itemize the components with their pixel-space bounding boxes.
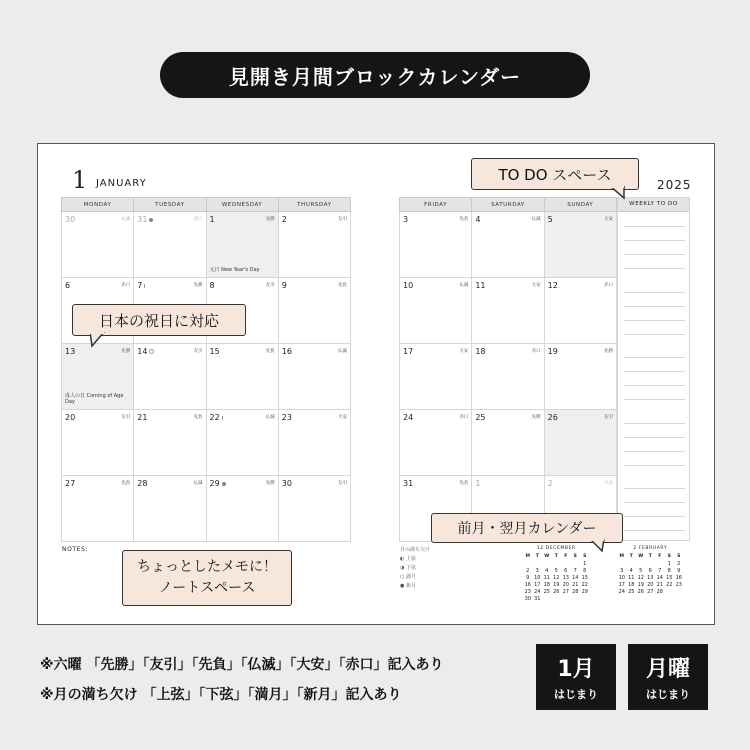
mini-day: 1 [583, 560, 587, 567]
mini-day: 17 [618, 581, 625, 588]
mini-weekday: T [629, 554, 633, 559]
mini-day [533, 560, 543, 567]
todo-line [624, 226, 685, 227]
weekday-header: SUNDAY [544, 198, 616, 212]
rokuyo-label: 先負 [459, 217, 469, 222]
mini-day [561, 560, 571, 567]
day-cell[interactable] [400, 212, 472, 278]
mini-day: 28 [656, 588, 663, 595]
mini-day: 19 [553, 581, 560, 588]
rokuyo-label: 大安 [604, 217, 613, 222]
legend-item: ● 新月 [400, 583, 416, 589]
day-number: 16 [281, 347, 292, 356]
mini-day: 11 [543, 574, 550, 581]
mini-day [636, 560, 646, 567]
mini-day: 22 [666, 581, 673, 588]
day-cell[interactable] [206, 212, 278, 278]
rokuyo-label: 友引 [193, 349, 203, 354]
mini-day: 15 [666, 574, 673, 581]
todo-line [624, 502, 685, 503]
rokuyo-label: 先勝 [193, 283, 203, 288]
day-number: 31 [137, 215, 153, 224]
rokuyo-label: 赤口 [604, 283, 613, 288]
day-cell[interactable] [278, 278, 350, 344]
rokuyo-label: 先負 [121, 481, 131, 486]
mini-calendar-callout: 前月・翌月カレンダー [431, 513, 623, 543]
rokuyo-label: 仏滅 [459, 283, 469, 288]
rokuyo-label: 先負 [338, 283, 347, 288]
todo-line [624, 437, 685, 438]
todo-line [624, 516, 685, 517]
mini-day: 14 [656, 574, 663, 581]
rokuyo-label: 先勝 [604, 349, 613, 354]
mini-day: 21 [656, 581, 663, 588]
mini-day: 7 [658, 567, 662, 574]
mini-day [561, 595, 571, 602]
weekly-todo-header: WEEKLY TO DO [618, 198, 689, 212]
day-number: 30 [65, 215, 76, 224]
mini-day [571, 595, 581, 602]
mini-day: 25 [543, 588, 550, 595]
rokuyo-label: 赤口 [121, 283, 131, 288]
rokuyo-label: 大安 [459, 349, 469, 354]
mini-day: 12 [553, 574, 560, 581]
day-cell[interactable] [62, 344, 134, 410]
weekly-todo-column [617, 197, 690, 541]
day-cell[interactable] [472, 344, 544, 410]
todo-line [624, 254, 685, 255]
mini-day: 19 [637, 581, 644, 588]
day-number: 1 [475, 479, 481, 488]
mini-day: 24 [534, 588, 541, 595]
day-number: 25 [475, 413, 486, 422]
mini-day: 23 [675, 581, 682, 588]
day-cell[interactable] [544, 278, 616, 344]
mini-weekday: T [554, 554, 558, 559]
day-number: 10 [403, 281, 414, 290]
day-number: 5 [547, 215, 553, 224]
day-cell[interactable] [400, 410, 472, 476]
rokuyo-label: 先負 [265, 349, 275, 354]
mini-day: 6 [564, 567, 568, 574]
rokuyo-label: 友引 [604, 415, 613, 420]
mini-day: 12 [637, 574, 644, 581]
monday-start-badge: 月曜 はじまり [628, 644, 708, 710]
mini-weekday: F [564, 554, 568, 559]
mini-day: 27 [562, 588, 569, 595]
rokuyo-label: 友引 [121, 415, 131, 420]
rokuyo-label: 先負 [459, 481, 469, 486]
todo-line [624, 385, 685, 386]
day-cell[interactable] [544, 212, 616, 278]
mini-weekday: M [525, 554, 530, 559]
day-cell[interactable] [134, 344, 206, 410]
rokuyo-label: 先負 [193, 415, 203, 420]
mini-day: 16 [675, 574, 682, 581]
week-row [62, 212, 351, 278]
mini-day [646, 560, 656, 567]
day-number: 21 [137, 413, 148, 422]
mini-weekday: S [677, 554, 681, 559]
todo-line [624, 399, 685, 400]
day-cell[interactable] [472, 410, 544, 476]
day-cell[interactable] [134, 212, 206, 278]
rokuyo-label: 先勝 [531, 415, 541, 420]
mini-calendar-title: 12 DECEMBER [536, 546, 576, 551]
rokuyo-label: 赤口 [193, 217, 203, 222]
rokuyo-label: 先勝 [265, 481, 275, 486]
moon-phase-icon [222, 416, 225, 420]
todo-line [624, 306, 685, 307]
mini-day: 9 [677, 567, 681, 574]
mini-day: 21 [572, 581, 579, 588]
day-cell[interactable] [278, 212, 350, 278]
todo-callout-tail [610, 186, 626, 200]
mini-day: 3 [620, 567, 624, 574]
rokuyo-label: 大安 [338, 415, 347, 420]
day-number: 8 [209, 281, 215, 290]
mini-weekday: S [573, 554, 577, 559]
weekday-header: FRIDAY [400, 198, 472, 212]
week-row [62, 476, 351, 542]
rokuyo-label: 友引 [338, 217, 347, 222]
moon-phase-note: ※月の満ち欠け 「上弦」「下弦」「満月」「新月」記入あり [40, 687, 402, 703]
weekday-header: TUESDAY [134, 198, 206, 212]
weekday-header: MONDAY [62, 198, 134, 212]
holiday-label: 元日 New Year's Day [209, 267, 260, 273]
todo-line [624, 268, 685, 269]
mini-day [523, 560, 533, 567]
mini-day: 11 [628, 574, 635, 581]
day-number: 12 [547, 281, 558, 290]
legend-item: ◐ 上弦 [400, 556, 416, 562]
day-cell[interactable] [206, 476, 278, 542]
week-row [400, 344, 617, 410]
rokuyo-label: 仏滅 [121, 217, 131, 222]
day-number: 2 [281, 215, 287, 224]
holiday-callout: 日本の祝日に対応 [72, 304, 246, 336]
weekday-header: SATURDAY [472, 198, 544, 212]
mini-day [571, 560, 581, 567]
mini-weekday: F [658, 554, 662, 559]
mini-day: 27 [647, 588, 654, 595]
memo-callout: ちょっとしたメモに！ ノートスペース [122, 550, 292, 606]
legend-item: ○ 満月 [400, 574, 416, 580]
todo-line [624, 320, 685, 321]
mini-day: 26 [637, 588, 644, 595]
mini-weekday: M [619, 554, 624, 559]
day-cell[interactable] [472, 278, 544, 344]
day-number: 28 [137, 479, 148, 488]
todo-line [624, 240, 685, 241]
mini-calendar-february [617, 546, 684, 595]
todo-line [624, 334, 685, 335]
day-cell[interactable] [206, 410, 278, 476]
mini-day [665, 588, 675, 595]
mini-day: 15 [581, 574, 588, 581]
mini-day: 13 [562, 574, 569, 581]
holiday-label: 成人の日 Coming of Age Day [65, 393, 124, 405]
day-number: 15 [209, 347, 220, 356]
mini-day: 20 [562, 581, 569, 588]
rokuyo-label: 大安 [604, 481, 613, 486]
day-number: 31 [403, 479, 414, 488]
left-month-grid [61, 197, 351, 542]
todo-line [624, 371, 685, 372]
day-number: 27 [65, 479, 76, 488]
rokuyo-label: 友引 [338, 481, 347, 486]
mini-day [542, 560, 552, 567]
mini-day: 13 [647, 574, 654, 581]
day-number: 19 [547, 347, 558, 356]
day-cell[interactable] [544, 410, 616, 476]
rokuyo-label: 仏滅 [531, 217, 541, 222]
moon-phase-legend [400, 546, 430, 591]
month-number: 1 [72, 166, 88, 194]
mini-day: 5 [554, 567, 558, 574]
mini-calendar-callout-tail [590, 539, 606, 553]
mini-day [674, 588, 684, 595]
mini-day: 7 [573, 567, 577, 574]
week-row [62, 344, 351, 410]
day-cell[interactable] [134, 476, 206, 542]
mini-day: 18 [628, 581, 635, 588]
todo-line [624, 357, 685, 358]
mini-day: 2 [526, 567, 530, 574]
mini-weekday: W [544, 554, 550, 559]
rokuyo-label: 大安 [531, 283, 541, 288]
mini-day [617, 560, 627, 567]
mini-day: 4 [629, 567, 633, 574]
week-row [62, 410, 351, 476]
rokuyo-label: 友引 [265, 283, 275, 288]
todo-line [624, 423, 685, 424]
week-row [400, 410, 617, 476]
mini-day: 30 [524, 595, 531, 602]
mini-day: 17 [534, 581, 541, 588]
first-quarter-icon: ◐ [400, 556, 405, 562]
day-number: 1 [209, 215, 215, 224]
day-number: 7 [137, 281, 147, 290]
mini-weekday: T [535, 554, 539, 559]
rokuyo-label: 仏滅 [265, 415, 275, 420]
mini-day: 24 [618, 588, 625, 595]
rokuyo-label: 仏滅 [193, 481, 203, 486]
day-number: 26 [547, 413, 558, 422]
day-number: 14 [137, 347, 154, 356]
day-number: 22 [210, 413, 225, 422]
mini-day: 25 [628, 588, 635, 595]
mini-day: 28 [572, 588, 579, 595]
rokuyo-label: 先勝 [121, 349, 131, 354]
rokuyo-note: ※六曜 「先勝」「友引」「先負」「仏滅」「大安」「赤口」記入あり [40, 657, 444, 673]
rokuyo-label: 仏滅 [338, 349, 347, 354]
mini-day [542, 595, 552, 602]
todo-line [624, 292, 685, 293]
mini-day: 8 [667, 567, 671, 574]
day-number: 6 [65, 281, 71, 290]
new-moon-icon: ● [400, 583, 405, 589]
mini-day: 14 [572, 574, 579, 581]
day-number: 17 [403, 347, 414, 356]
mini-day: 29 [581, 588, 588, 595]
day-number: 13 [65, 347, 76, 356]
moon-phase-icon [149, 218, 153, 222]
day-cell[interactable] [472, 212, 544, 278]
rokuyo-label: 先勝 [265, 217, 275, 222]
weekday-header: THURSDAY [278, 198, 350, 212]
full-moon-icon: ○ [400, 574, 405, 580]
day-cell[interactable] [62, 212, 134, 278]
mini-day: 5 [639, 567, 643, 574]
moon-phase-icon [222, 482, 226, 486]
last-quarter-icon: ◑ [400, 565, 405, 571]
day-number: 4 [475, 215, 481, 224]
mini-calendar-title: 2 FEBRUARY [633, 546, 668, 551]
day-cell[interactable] [400, 344, 472, 410]
month-name: JANUARY [96, 178, 147, 189]
week-row [400, 278, 617, 344]
day-number: 23 [281, 413, 292, 422]
mini-day: 22 [581, 581, 588, 588]
day-number: 20 [65, 413, 76, 422]
mini-day: 26 [553, 588, 560, 595]
right-month-grid [399, 197, 617, 542]
todo-line [624, 488, 685, 489]
mini-calendar-december [523, 546, 590, 602]
legend-title: 月の満ち欠け [400, 547, 431, 553]
january-start-badge: 1月 はじまり [536, 644, 616, 710]
mini-day [580, 595, 590, 602]
day-cell[interactable] [62, 476, 134, 542]
mini-day: 1 [667, 560, 671, 567]
mini-day: 3 [535, 567, 539, 574]
day-cell[interactable] [278, 476, 350, 542]
mini-day: 6 [648, 567, 652, 574]
mini-day [655, 560, 665, 567]
day-number: 11 [475, 281, 486, 290]
mini-day: 9 [526, 574, 530, 581]
mini-day: 23 [524, 588, 531, 595]
mini-weekday: W [638, 554, 644, 559]
day-number: 9 [281, 281, 287, 290]
mini-day: 10 [534, 574, 541, 581]
todo-line [624, 530, 685, 531]
day-cell[interactable] [206, 344, 278, 410]
day-cell[interactable] [62, 410, 134, 476]
mini-day: 10 [618, 574, 625, 581]
mini-day [627, 560, 637, 567]
moon-phase-icon [144, 284, 147, 288]
day-number: 2 [547, 479, 553, 488]
day-cell[interactable] [278, 410, 350, 476]
rokuyo-label: 赤口 [531, 349, 541, 354]
mini-weekday: S [667, 554, 671, 559]
mini-day: 4 [545, 567, 549, 574]
page-title: 見開き月間ブロックカレンダー [160, 52, 590, 98]
mini-weekday: T [648, 554, 652, 559]
day-number: 3 [403, 215, 409, 224]
day-number: 29 [210, 479, 226, 488]
day-number: 18 [475, 347, 486, 356]
mini-day: 16 [524, 581, 531, 588]
day-cell[interactable] [400, 278, 472, 344]
holiday-callout-tail [90, 332, 106, 348]
day-cell[interactable] [278, 344, 350, 410]
weekday-header: WEDNESDAY [206, 198, 278, 212]
day-cell[interactable] [134, 410, 206, 476]
day-number: 24 [403, 413, 414, 422]
rokuyo-label: 赤口 [459, 415, 469, 420]
mini-day: 8 [583, 567, 587, 574]
week-row [400, 212, 617, 278]
todo-callout: TO DO スペース [471, 158, 639, 190]
todo-line [624, 451, 685, 452]
mini-day: 18 [543, 581, 550, 588]
mini-day: 2 [677, 560, 681, 567]
notes-label: NOTES: [62, 546, 89, 553]
mini-weekday: S [583, 554, 587, 559]
mini-day: 20 [647, 581, 654, 588]
moon-phase-icon [149, 349, 154, 354]
day-cell[interactable] [544, 344, 616, 410]
mini-day [552, 595, 562, 602]
todo-line [624, 465, 685, 466]
day-number: 30 [281, 479, 292, 488]
mini-day: 31 [534, 595, 541, 602]
legend-item: ◑ 下弦 [400, 565, 416, 571]
year-label: 2025 [657, 178, 692, 192]
mini-day [552, 560, 562, 567]
